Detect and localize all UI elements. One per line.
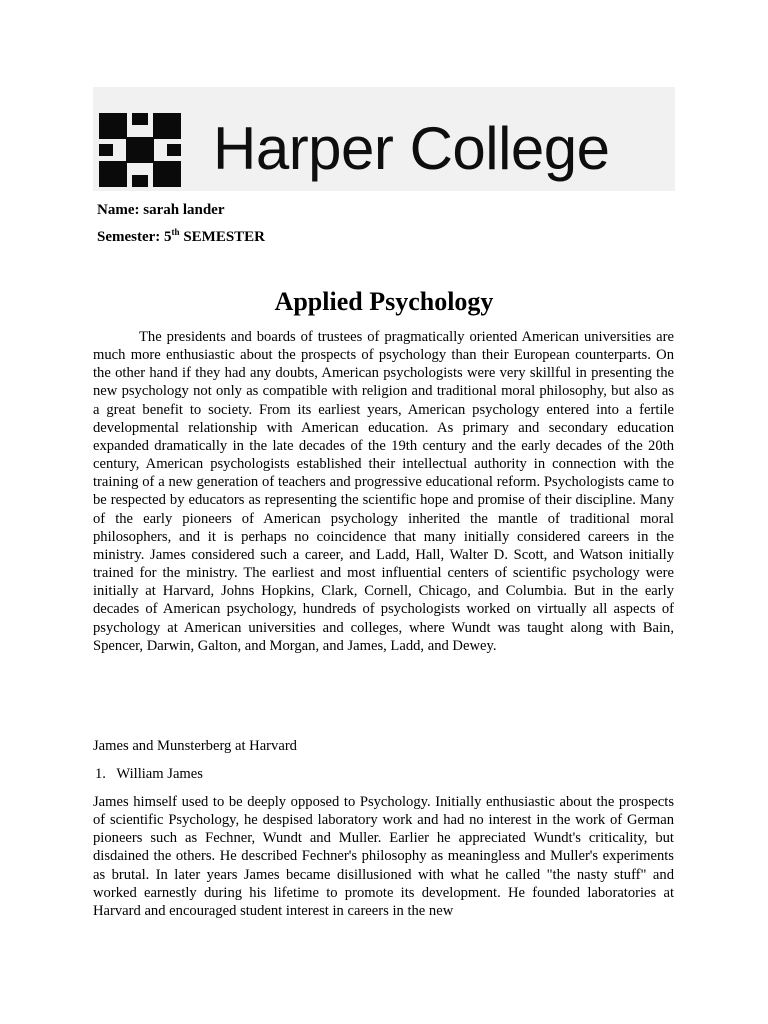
student-name: sarah lander bbox=[143, 202, 225, 218]
william-james-paragraph: James himself used to be deeply opposed to Psychology. Initially enthusiastic about the prospects of scientific Psychology, he despised laboratory work and had no interest in the work of German pioneers such as Fechner, Wundt and Muller. Earlier he appreciated Wundt's criticality, but disdained the others. He described Fechner's philosophy as meaningless and Muller's experiments as brutal. In later years James became disillusioned with what he called "the nasty stuff" and worked earnestly during his lifetime to promote its development. He founded laboratories at Harvard and encouraged student interest in careers in the new bbox=[93, 794, 674, 919]
college-logo-wordmark: Harper College bbox=[213, 115, 610, 182]
semester-ordinal-suffix: th bbox=[171, 227, 180, 237]
name-label: Name: bbox=[97, 202, 140, 218]
list-item-label: William James bbox=[116, 766, 203, 782]
student-name-line bbox=[97, 202, 225, 219]
list-item bbox=[95, 766, 203, 783]
semester-label: Semester: bbox=[97, 229, 161, 245]
intro-paragraph: The presidents and boards of trustees of pragmatically oriented American universities are much more enthusiastic about the prospects of psychology than their European counterparts. On the other hand if they had any doubts, American psychologists were very skillful in presenting the new psychology not only as compatible with religion and traditional moral philosophy, but also as a great benefit to society. From its earliest years, American psychology entered into a fertile developmental relationship with American education. As primary and secondary education expanded dramatically in the late decades of the 19th century and the early decades of the 20th century, American psychologists established their intellectual authority in connection with the training of a new generation of teachers and progressive educational reform. Psychologists came to be respected by educators as representing the scientific hope and promise of their discipline. Many of the early pioneers of American psychology inherited the mantle of traditional moral philosophers, and it is perhaps no coincidence that many initially considered careers in the ministry. James considered such a career, and Ladd, Hall, Walter D. Scott, and Watson initially trained for the ministry. The earliest and most influential centers of scientific psychology were initially at Harvard, Johns Hopkins, Clark, Cornell, Chicago, and Columbia. But in the early decades of American psychology, hundreds of psychologists worked on virtually all aspects of psychology at American universities and colleges, where Wundt was taught along with Bain, Spencer, Darwin, Galton, and Morgan, and James, Ladd, and Dewey. bbox=[93, 329, 674, 654]
document-title: Applied Psychology bbox=[274, 287, 494, 316]
semester-line bbox=[97, 229, 265, 246]
harper-college-logo-mark-icon bbox=[99, 113, 181, 187]
semester-number: 5 bbox=[164, 229, 172, 245]
list-item-number: 1. bbox=[95, 766, 106, 782]
college-logo-banner bbox=[93, 87, 675, 191]
section-heading: James and Munsterberg at Harvard bbox=[93, 738, 297, 754]
semester-word: SEMESTER bbox=[183, 229, 266, 245]
